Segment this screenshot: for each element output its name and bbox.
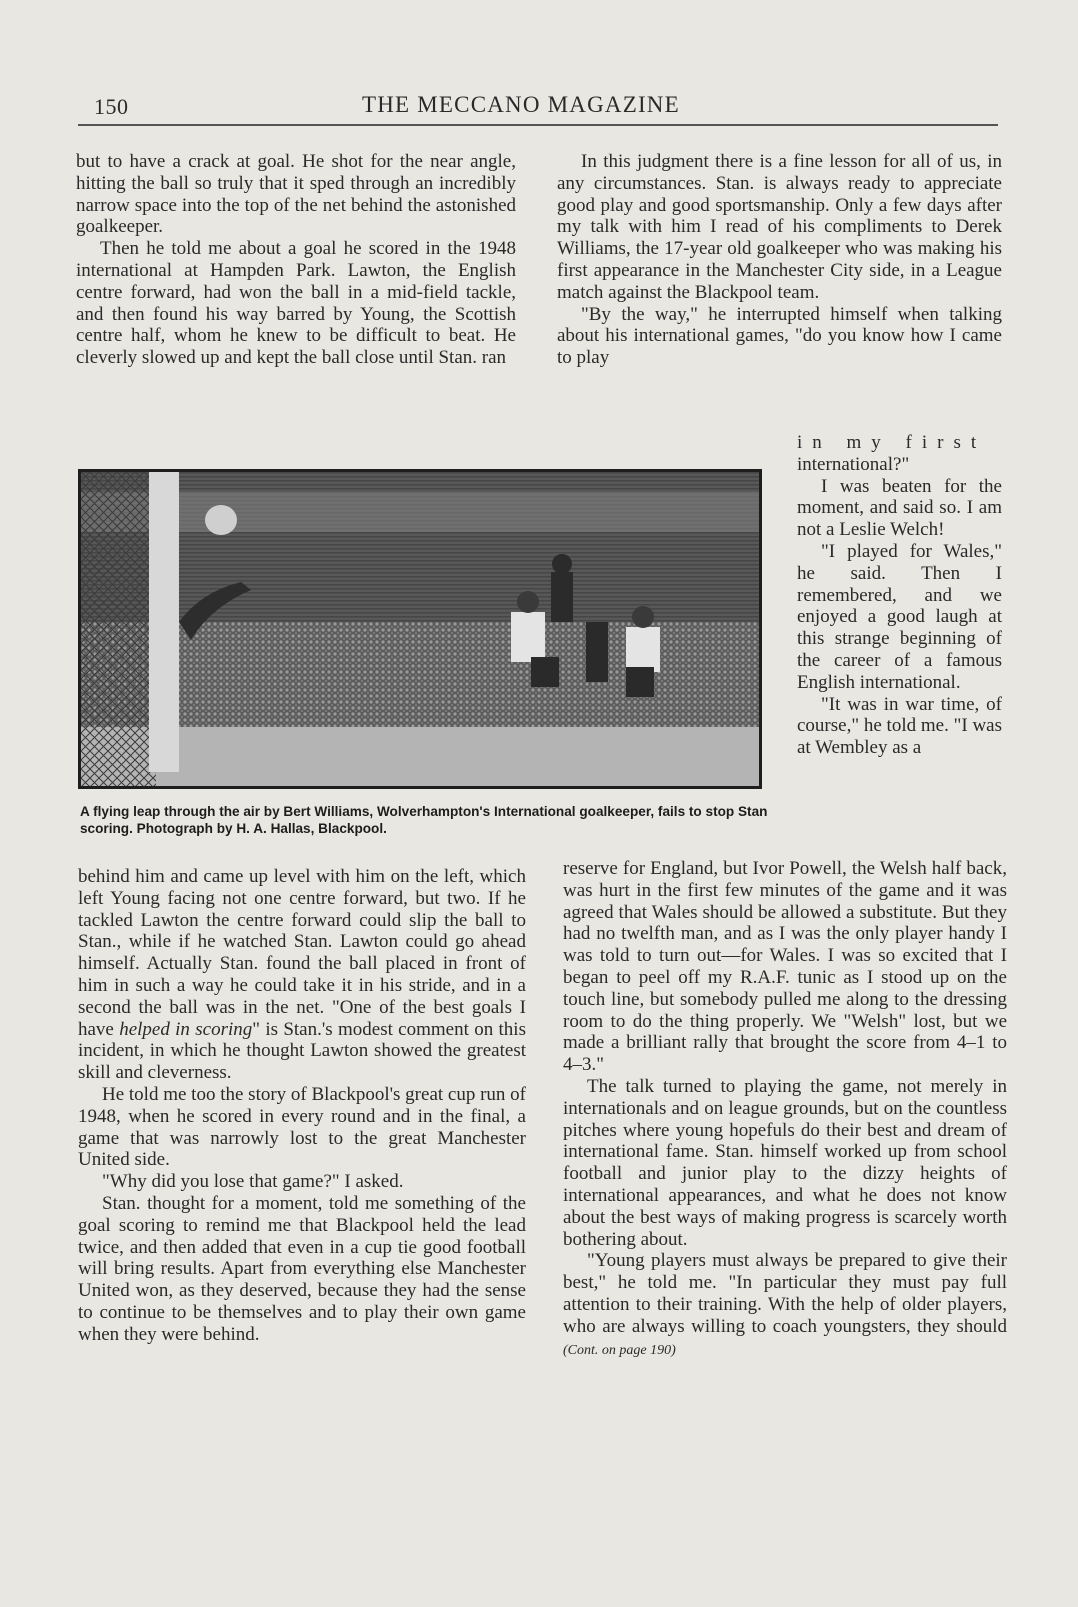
page-number: 150 <box>94 94 129 119</box>
column-right-narrow <box>797 432 1002 759</box>
paragraph: The talk turned to playing the game, not merely in internationals and on league grounds, but on the countless pitches where young hopefuls do their best and dream of international fame. Stan. himself worked up from school football and junior play to the dizzy heights of international appearances, and what he does not know about the best ways of making progress is scarcely worth bothering about. <box>563 1075 1007 1250</box>
paragraph: international?" <box>797 453 910 475</box>
italic-phrase: helped in scoring <box>119 1018 253 1040</box>
column-left-top <box>76 151 516 369</box>
paragraph: Stan. thought for a moment, told me something of the goal scoring to remind me that Blackpool held the lead twice, and then added that even in a cup tie good football will bring results. Apart from everything else Manchester United won, as they deserved, because they had the sense to continue to be themselves and to play their own game when they were behind. <box>78 1192 526 1345</box>
paragraph: but to have a crack at goal. He shot for the near angle, hitting the ball so truly that it sped through an incredibly narrow space into the top of the net behind the astonished goalkeeper. <box>76 151 516 238</box>
header-rule <box>78 124 998 126</box>
paragraph: "Why did you lose that game?" I asked. <box>102 1171 404 1193</box>
paragraph: reserve for England, but Ivor Powell, the Welsh half back, was hurt in the first few minutes of the game and it was agreed that Wales should be allowed a substitute. But they had no twelfth man, and as I was the only player handy I was told to turn out—for Wales. I was so excited that I began to peel off my R.A.F. tunic as I stood up on the touch line, but somebody pulled me along to the dressing room to do the thing properly. We "Welsh" lost, but we made a brilliant rally that brought the score from 4–1 to 4–3." <box>563 858 1007 1076</box>
paragraph: Then he told me about a goal he scored in the 1948 international at Hampden Park. Lawton, the English centre forward, had won the ball in a mid-field tackle, and then found his way barred by Young, the Scottish centre half, whom he knew to be difficult to beat. He cleverly slowed up and kept the ball close until Stan. ran <box>76 238 516 369</box>
paragraph <box>78 866 526 1084</box>
column-right-bottom <box>563 858 1007 1361</box>
continued-note: (Cont. on page 190) <box>563 1342 676 1358</box>
paragraph <box>563 1250 1007 1361</box>
text-span: behind him and came up level with him on the left, which left Young facing not one centre forward, but two. If he tackled Lawton the centre forward could slip the ball to Stan., while if he watched Stan. Lawton could go ahead himself. Actually Stan. found the ball placed in front of him in such a way he could take it in his stride, and in a second the ball was in the net. "One of the best goals I have <box>78 866 526 1040</box>
paragraph: "It was in war time, of course," he told me. "I was at Wembley as a <box>797 693 1002 759</box>
paragraph: I was beaten for the moment, and said so. I am not a Leslie Welch! <box>797 475 1002 541</box>
photo-illustration <box>81 472 759 786</box>
paragraph: "I played for Wales," he said. Then I remembered, and we enjoyed a good laugh at this strange beginning of the career of a famous English international. <box>797 540 1002 693</box>
column-right-top <box>557 151 1002 369</box>
paragraph: In this judgment there is a fine lesson for all of us, in any circumstances. Stan. is always ready to appreciate good play and good sportsmanship. Only a few days after my talk with him I read of his compliments to Derek Williams, the 17-year old goalkeeper who was making his first appearance in the Manchester City side, in a League match against the Blackpool team. <box>557 151 1002 303</box>
magazine-title: THE MECCANO MAGAZINE <box>362 92 680 117</box>
photo-caption: A flying leap through the air by Bert Williams, Wolverhampton's International goalkeeper, fails to stop Stan scoring. Photograph by H. A. Hallas, Blackpool. <box>80 804 768 836</box>
spaced-line: in my first <box>797 432 987 453</box>
text-span: " is Stan.'s modest comment on this incident, in which he thought Lawton showed the greatest skill and cleverness. <box>78 1018 526 1084</box>
football-photo <box>78 469 762 789</box>
paragraph: He told me too the story of Blackpool's great cup run of 1948, when he scored in every round and in the final, a game that was narrowly lost to the great Manchester United side. <box>78 1083 526 1171</box>
paragraph: "By the way," he interrupted himself when talking about his international games, "do you know how I came to play <box>557 303 1002 369</box>
text-span: "Young players must always be prepared to give their best," he told me. "In particular they must pay full attention to their training. With the help of older players, who are always willing to coach youngsters, they should <box>563 1250 1007 1337</box>
column-left-bottom <box>78 866 526 1346</box>
